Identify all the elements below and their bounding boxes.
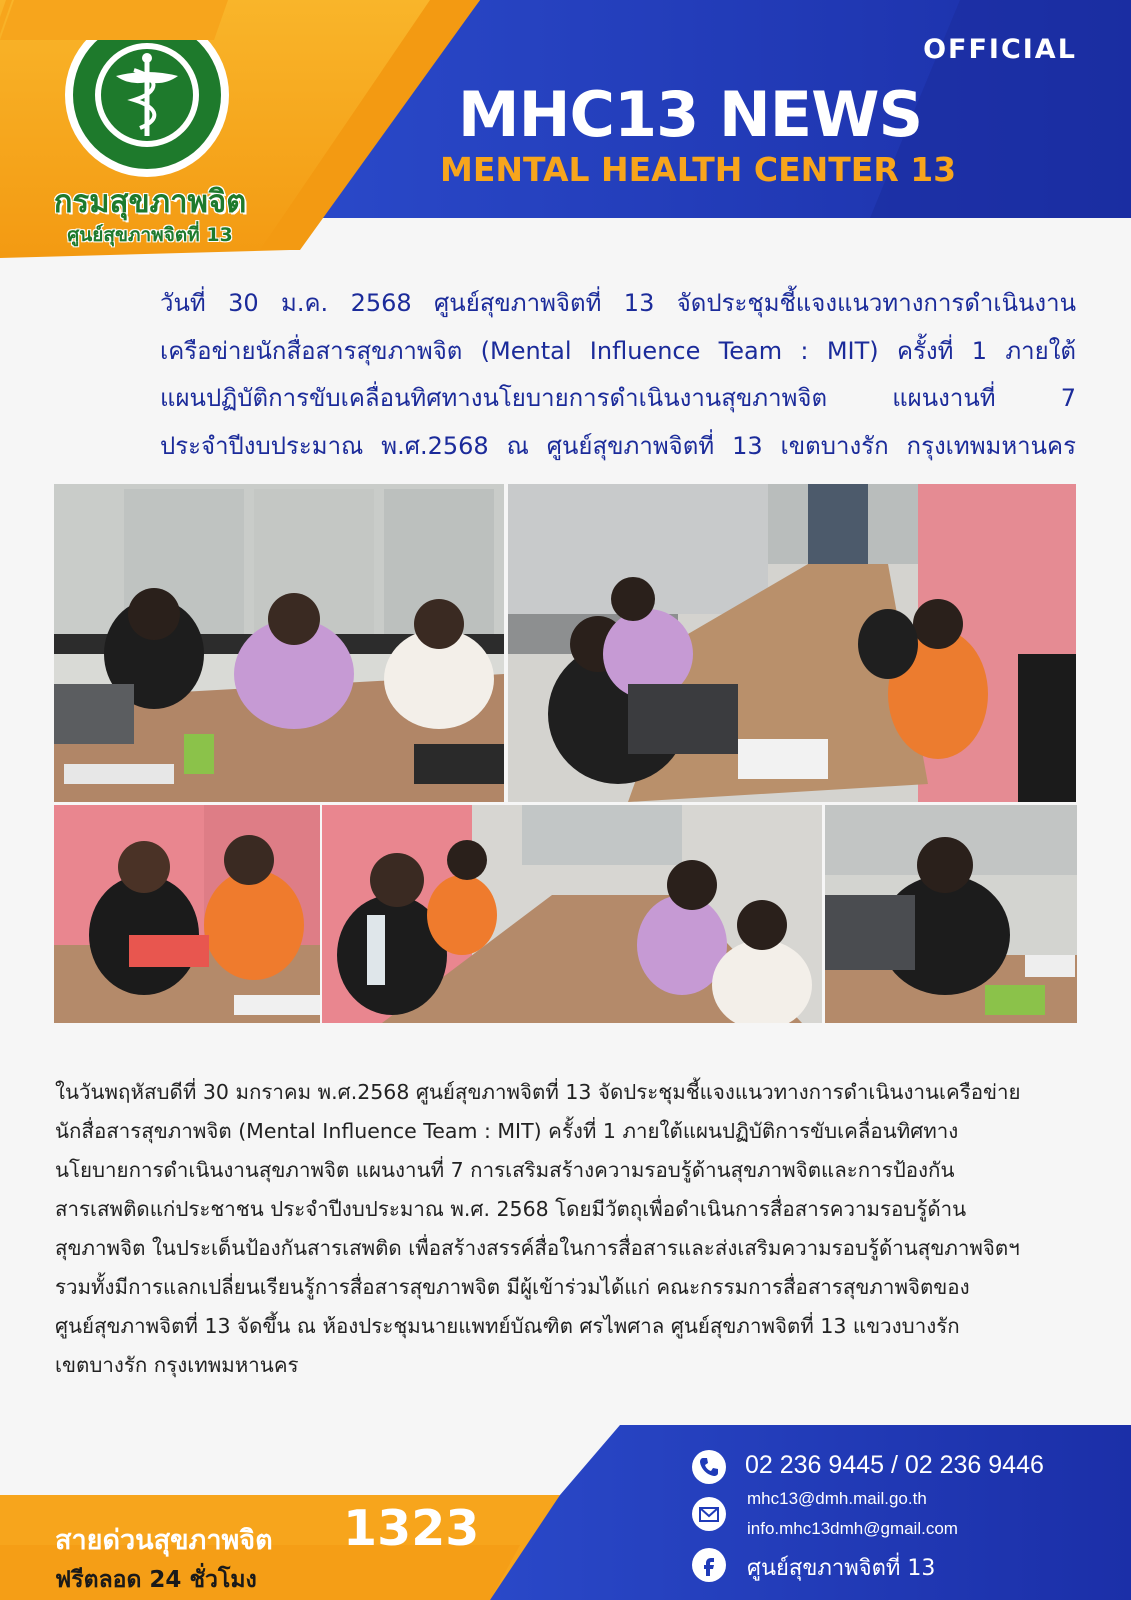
- body-line: สารเสพติดแก่ประชาชน ประจำปีงบประมาณ พ.ศ. 2568 โดยมีวัตถุเพื่อดำเนินการสื่อสารความรอบรู้ด้าน: [55, 1197, 967, 1221]
- headline-line: ประจำปีงบประมาณ พ.ศ.2568 ณ ศูนย์สุขภาพจิตที่ 13 เขตบางรัก กรุงเทพมหานคร: [160, 431, 1076, 460]
- headline-line: แผนปฏิบัติการขับเคลื่อนทิศทางนโยบายการดำเนินงานสุขภาพจิต แผนงานที่ 7: [160, 384, 1076, 412]
- header-banner: [0, 0, 1131, 260]
- photo-women-reading: [54, 805, 320, 1023]
- official-label: OFFICIAL: [923, 34, 1077, 65]
- photo-woman-speaking: [825, 805, 1077, 1023]
- center-name: ศูนย์สุขภาพจิตที่ 13: [67, 224, 233, 246]
- photo-meeting-room-wide: [322, 805, 822, 1023]
- body-line: นักสื่อสารสุขภาพจิต (Mental Influence Team : MIT) ครั้งที่ 1 ภายใต้แผนปฏิบัติการขับเคลื่อนทิศทาง: [55, 1119, 959, 1143]
- phone-icon: [692, 1450, 726, 1484]
- article-body: [55, 1073, 1077, 1385]
- body-line: รวมทั้งมีการแลกเปลี่ยนเรียนรู้การสื่อสารสุขภาพจิต มีผู้เข้าร่วมได้แก่ คณะกรรมการสื่อสารสุขภาพจิตของ: [55, 1275, 970, 1299]
- facebook-page[interactable]: ศูนย์สุขภาพจิตที่ 13: [747, 1556, 936, 1581]
- news-title: MHC13 NEWS: [457, 78, 923, 151]
- email-icon: [692, 1497, 726, 1531]
- body-line: ในวันพฤหัสบดีที่ 30 มกราคม พ.ศ.2568 ศูนย์สุขภาพจิตที่ 13 จัดประชุมชี้แจงแนวทางการดำเนินงานเครือข่าย: [55, 1080, 1021, 1104]
- body-line: สุขภาพจิต ในประเด็นป้องกันสารเสพติด เพื่อสร้างสรรค์สื่อในการสื่อสารและส่งเสริมความรอบรู้ด้านสุขภาพจิตฯ: [55, 1236, 1020, 1260]
- email-secondary[interactable]: info.mhc13dmh@gmail.com: [747, 1519, 958, 1538]
- official-badge: [0, 0, 228, 40]
- headline-line: วันที่ 30 ม.ค. 2568 ศูนย์สุขภาพจิตที่ 13 จัดประชุมชี้แจงแนวทางการดำเนินงาน: [160, 289, 1076, 317]
- hotline-sub: ฟรีตลอด 24 ชั่วโมง: [55, 1567, 257, 1593]
- body-line: นโยบายการดำเนินงานสุขภาพจิต แผนงานที่ 7 การเสริมสร้างความรอบรู้ด้านสุขภาพจิตและการป้องกัน: [55, 1158, 955, 1182]
- phone-number[interactable]: 02 236 9445 / 02 236 9446: [745, 1451, 1044, 1479]
- hotline-label: สายด่วนสุขภาพจิต: [55, 1525, 273, 1556]
- body-line: ศูนย์สุขภาพจิตที่ 13 จัดขึ้น ณ ห้องประชุมนายแพทย์บัณฑิต ศรไพศาล ศูนย์สุขภาพจิตที่ 13 แขวงบางรัก: [55, 1314, 960, 1338]
- hotline-number[interactable]: 1323: [343, 1500, 480, 1557]
- photo-meeting-long-table: [508, 484, 1076, 802]
- news-subtitle: MENTAL HEALTH CENTER 13: [440, 150, 957, 189]
- headline: [160, 280, 1076, 470]
- department-name: กรมสุขภาพจิต: [53, 184, 247, 220]
- headline-line: เครือข่ายนักสื่อสารสุขภาพจิต (Mental Influence Team : MIT) ครั้งที่ 1 ภายใต้: [160, 336, 1076, 365]
- email-primary[interactable]: mhc13@dmh.mail.go.th: [747, 1489, 927, 1508]
- photo-meeting-three-women: [54, 484, 504, 802]
- body-line: เขตบางรัก กรุงเทพมหานคร: [55, 1353, 299, 1377]
- facebook-icon: [692, 1548, 726, 1582]
